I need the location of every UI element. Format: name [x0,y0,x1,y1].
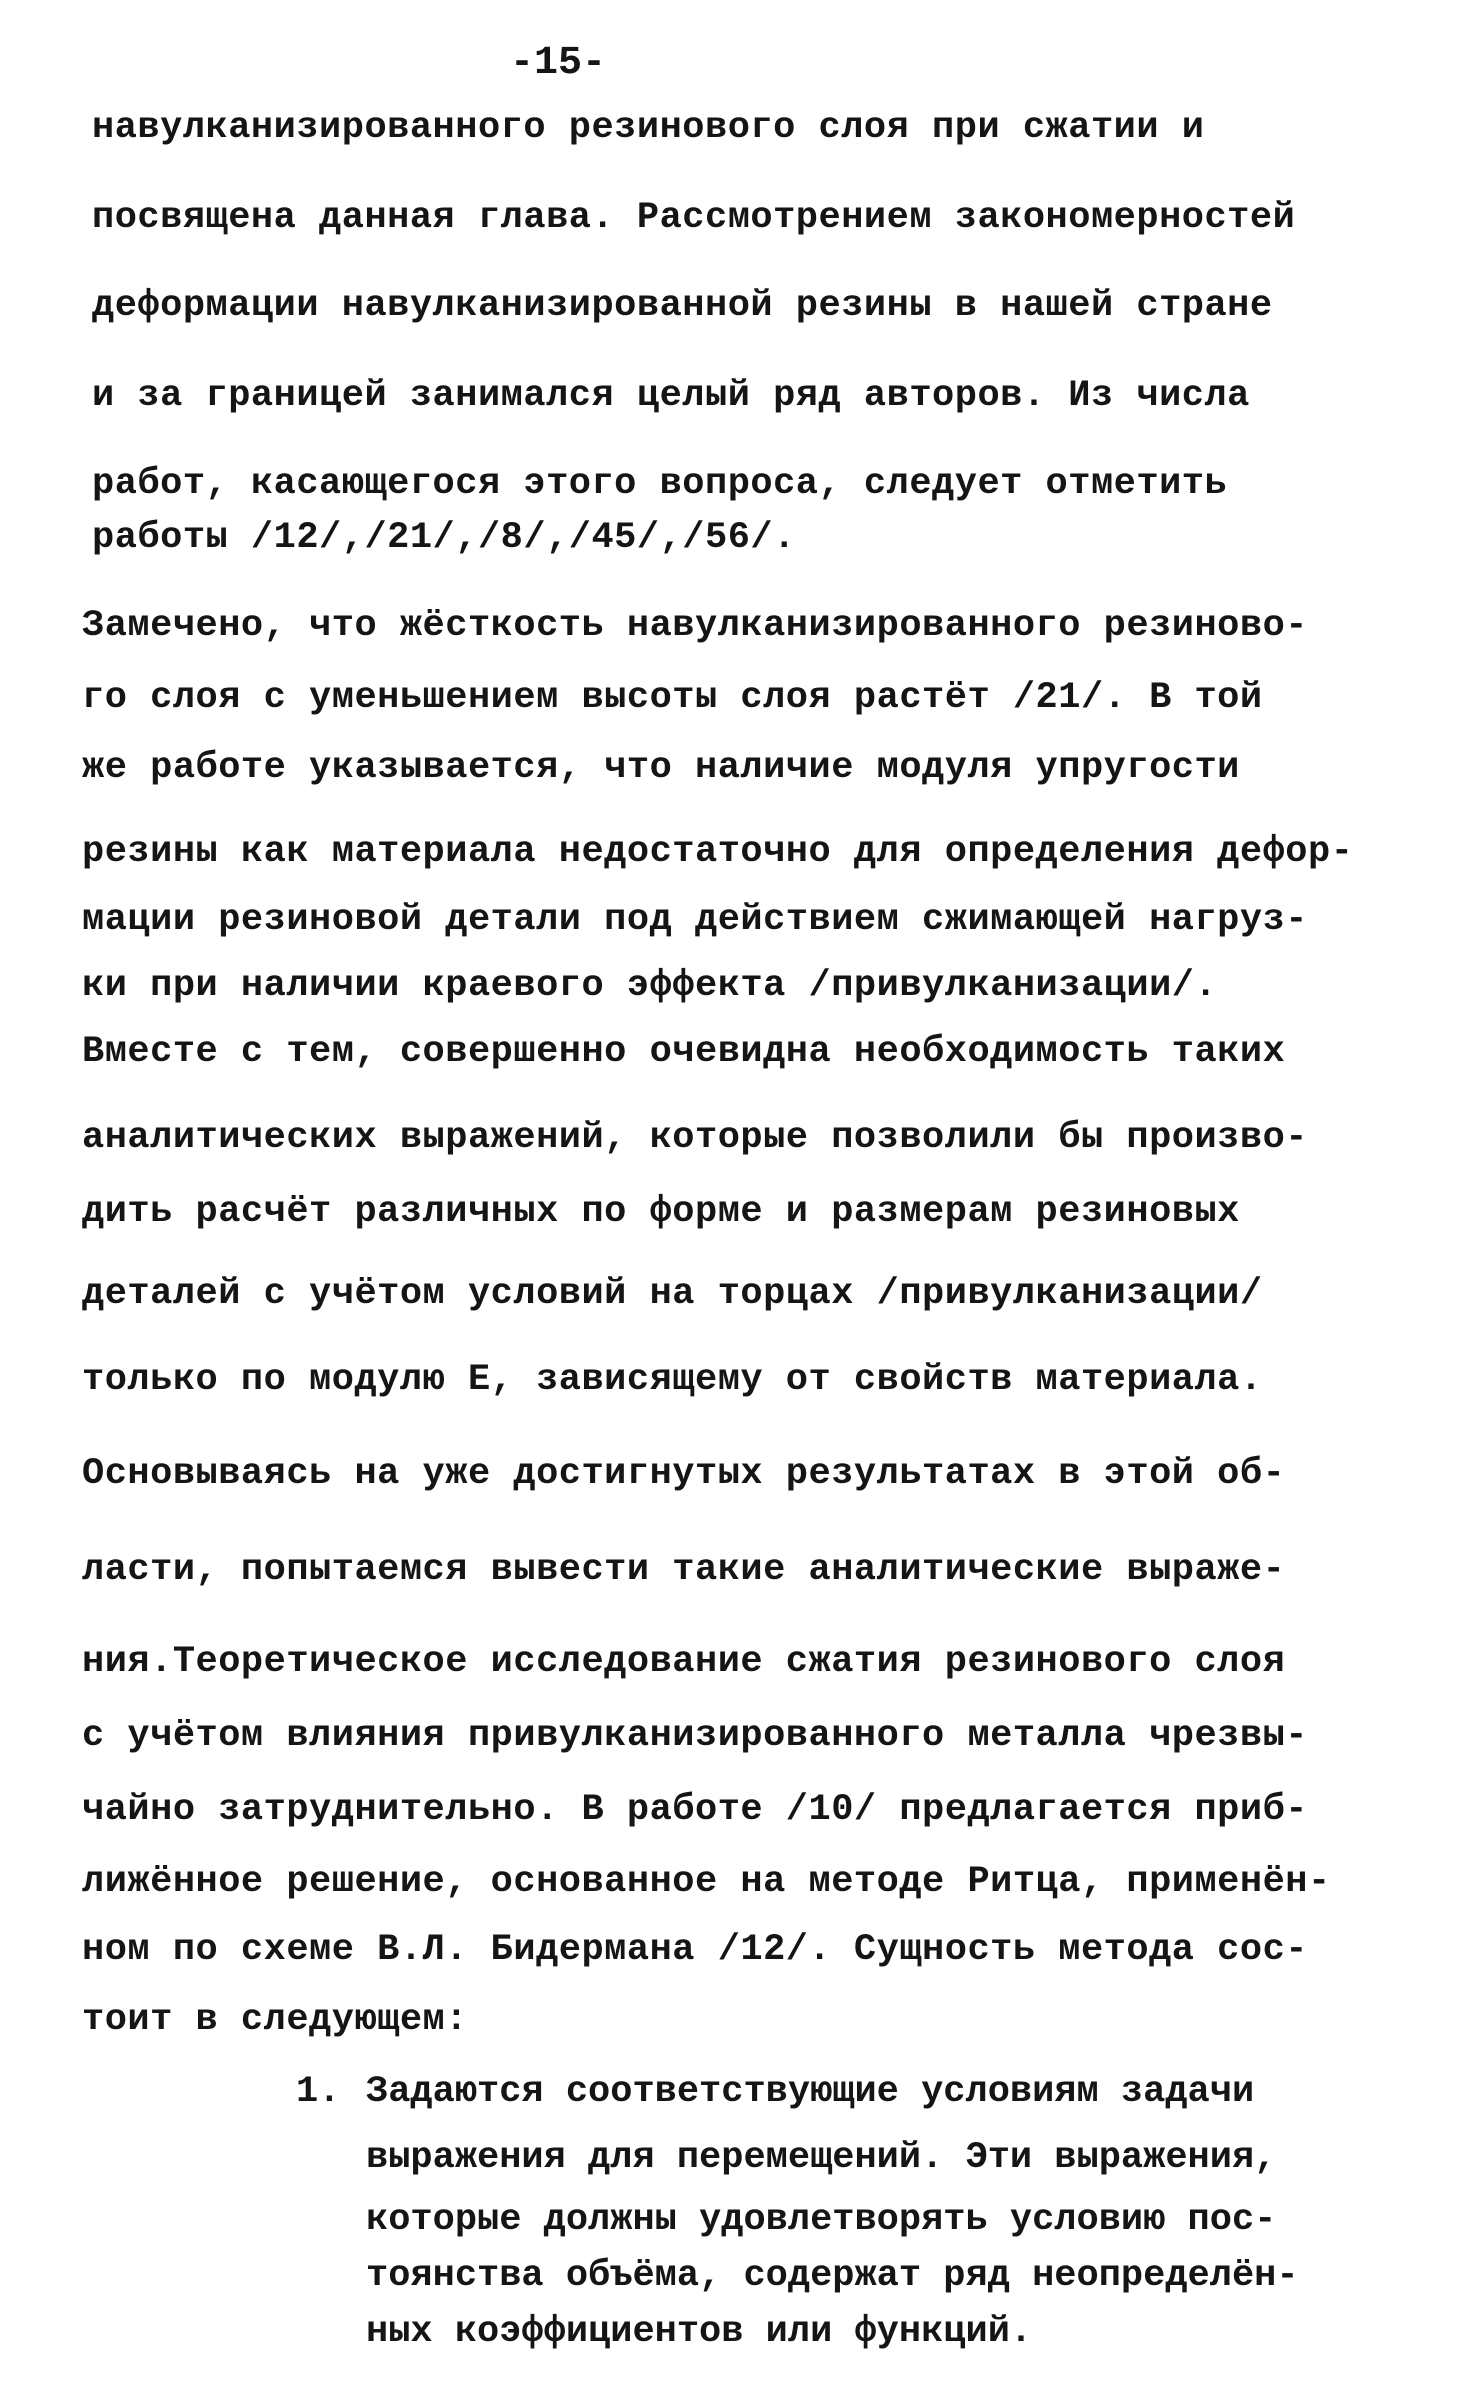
text-line-23: лижённое решение, основанное на методе Ритца, применён- [82,1861,1331,1903]
text-line-10: резины как материала недостаточно для определения дефор- [82,831,1354,873]
text-line-14: аналитических выражений, которые позволили бы произво- [82,1117,1308,1159]
list-item-line-4: тоянства объёма, содержат ряд неопределён- [366,2255,1299,2297]
text-line-18: Основываясь на уже достигнутых результатах в этой об- [82,1453,1286,1495]
text-line-8: го слоя с уменьшением высоты слоя растёт /21/. В той [82,677,1263,719]
list-item-line-1: Задаются соответствующие условиям задачи [366,2071,1255,2113]
text-line-9: же работе указывается, что наличие модуля упругости [82,747,1240,789]
text-line-13: Вместе с тем, совершенно очевидна необходимость таких [82,1031,1286,1073]
text-line-4: и за границей занимался целый ряд авторов. Из числа [92,375,1250,417]
text-line-3: деформации навулканизированной резины в нашей стране [92,285,1273,327]
list-item-line-5: ных коэффициентов или функций. [366,2311,1033,2353]
text-line-24: ном по схеме В.Л. Бидермана /12/. Сущность метода сос- [82,1929,1308,1971]
text-line-16: деталей с учётом условий на торцах /привулканизации/ [82,1273,1263,1315]
text-line-6: работы /12/,/21/,/8/,/45/,/56/. [92,517,796,559]
text-line-20: ния.Теоретическое исследование сжатия резинового слоя [82,1641,1286,1683]
text-line-12: ки при наличии краевого эффекта /привулканизации/. [82,965,1218,1007]
text-line-1: навулканизированного резинового слоя при сжатии и [92,107,1205,149]
page-number: -15- [510,41,607,86]
text-line-7: Замечено, что жёсткость навулканизированного резиново- [82,605,1308,647]
text-line-21: с учётом влияния привулканизированного металла чрезвы- [82,1715,1308,1757]
list-item-number: 1. [296,2071,341,2113]
text-line-25: тоит в следующем: [82,1999,468,2041]
list-item-line-2: выражения для перемещений. Эти выражения, [366,2137,1277,2179]
text-line-11: мации резиновой детали под действием сжимающей нагруз- [82,899,1308,941]
text-line-5: работ, касающегося этого вопроса, следует отметить [92,463,1228,505]
text-line-22: чайно затруднительно. В работе /10/ предлагается приб- [82,1789,1308,1831]
text-line-15: дить расчёт различных по форме и размерам резиновых [82,1191,1240,1233]
text-line-17: только по модулю Е, зависящему от свойств материала. [82,1359,1263,1401]
text-line-19: ласти, попытаемся вывести такие аналитические выраже- [82,1549,1286,1591]
list-item-line-3: которые должны удовлетворять условию пос- [366,2199,1277,2241]
text-line-2: посвящена данная глава. Рассмотрением закономерностей [92,197,1296,239]
